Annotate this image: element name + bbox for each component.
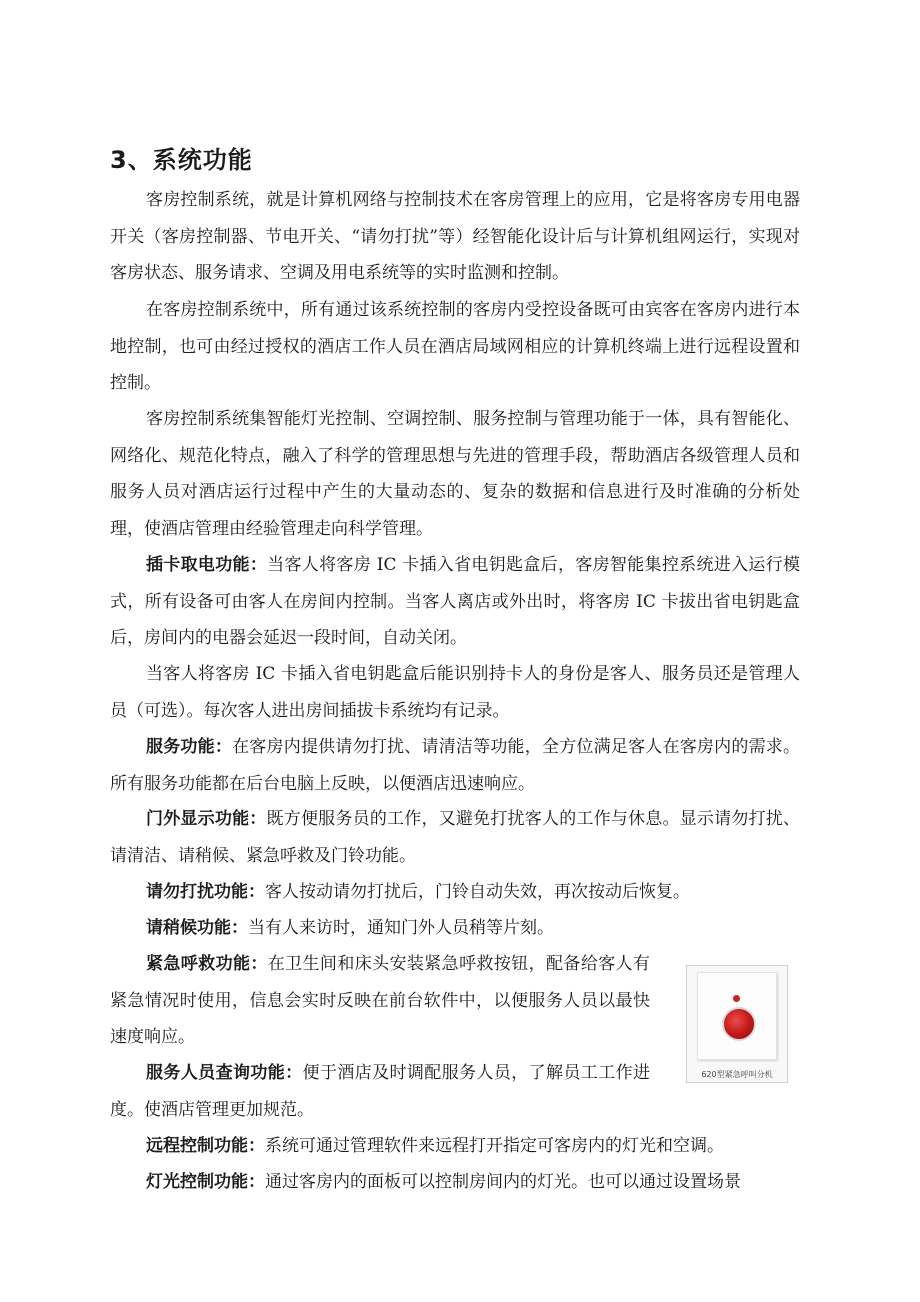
intro-paragraph-2: 在客房控制系统中，所有通过该系统控制的客房内受控设备既可由宾客在客房内进行本地控制，也可由经过授权的酒店工作人员在酒店局域网相应的计算机终端上进行远程设置和控制。	[110, 300, 800, 393]
feature-label: 远程控制功能：	[146, 1136, 265, 1156]
feature-text: 当客人将客房 IC 卡插入省电钥匙盒后，客房智能集控系统进入运行模式，所有设备可由客人在房间内控制。当客人离店或外出时，将客房 IC 卡拔出省电钥匙盒后，房间内的电器会延迟一段时间，自动关闭。	[110, 555, 800, 648]
switch-plate	[697, 972, 777, 1060]
feature-text: 通过客房内的面板可以控制房间内的灯光。也可以通过设置场景	[265, 1172, 741, 1192]
emergency-button-icon	[722, 1007, 756, 1041]
feature-please-wait	[110, 910, 800, 947]
feature-label: 门外显示功能：	[146, 809, 267, 829]
intro-paragraph-1: 客房控制系统，就是计算机网络与控制技术在客房管理上的应用，它是将客房专用电器开关（客房控制器、节电开关、“请勿打扰”等）经智能化设计后与计算机组网运行，实现对客房状态、服务请求、空调及用电系统等的实时监测和控制。	[110, 190, 800, 283]
feature-service	[110, 729, 800, 802]
feature-emergency-call	[110, 946, 650, 1056]
feature-staff-query	[110, 1055, 650, 1128]
feature-text: 便于酒店及时调配服务人员，了解员工工作进度。使酒店管理更加规范。	[110, 1063, 651, 1120]
feature-text: 客人按动请勿打扰后，门铃自动失效，再次按动后恢复。	[265, 882, 690, 902]
feature-door-display	[110, 801, 800, 874]
feature-label: 紧急呼救功能：	[146, 954, 268, 974]
feature-label: 请勿打扰功能：	[146, 882, 265, 902]
emergency-call-unit-figure	[686, 965, 788, 1083]
feature-text: 在卫生间和床头安装紧急呼救按钮，配备给客人有紧急情况时使用，信息会实时反映在前台软件中，以便服务人员以最快速度响应。	[110, 954, 650, 1047]
figure-caption: 620型紧急呼叫分机	[701, 1070, 773, 1079]
feature-remote-control	[110, 1128, 800, 1165]
feature-label: 服务功能：	[146, 737, 233, 757]
indicator-light-icon	[733, 995, 740, 1002]
feature-text: 系统可通过管理软件来远程打开指定可客房内的灯光和空调。	[265, 1136, 724, 1156]
feature-card-power	[110, 547, 800, 657]
section-title: 3、系统功能	[110, 146, 253, 174]
feature-do-not-disturb	[110, 874, 800, 911]
feature-label: 请稍候功能：	[146, 918, 248, 938]
feature-text: 既方便服务员的工作，又避免打扰客人的工作与休息。显示请勿打扰、请清洁、请稍候、紧急呼救及门铃功能。	[110, 809, 801, 866]
feature-text: 当有人来访时，通知门外人员稍等片刻。	[248, 918, 554, 938]
feature-card-note: 当客人将客房 IC 卡插入省电钥匙盒后能识别持卡人的身份是客人、服务员还是管理人员（可选）。每次客人进出房间插拔卡系统均有记录。	[110, 664, 800, 721]
feature-label: 插卡取电功能：	[146, 555, 268, 575]
feature-label: 服务人员查询功能：	[146, 1063, 303, 1083]
feature-label: 灯光控制功能：	[146, 1172, 265, 1192]
intro-paragraph-3: 客房控制系统集智能灯光控制、空调控制、服务控制与管理功能于一体，具有智能化、网络化、规范化特点，融入了科学的管理思想与先进的管理手段，帮助酒店各级管理人员和服务人员对酒店运行过程中产生的大量动态的、复杂的数据和信息进行及时准确的分析处理，使酒店管理由经验管理走向科学管理。	[110, 409, 800, 539]
feature-lighting-control	[110, 1164, 800, 1201]
feature-text: 在客房内提供请勿打扰、请清洁等功能，全方位满足客人在客房内的需求。所有服务功能都在后台电脑上反映，以便酒店迅速响应。	[110, 737, 801, 794]
